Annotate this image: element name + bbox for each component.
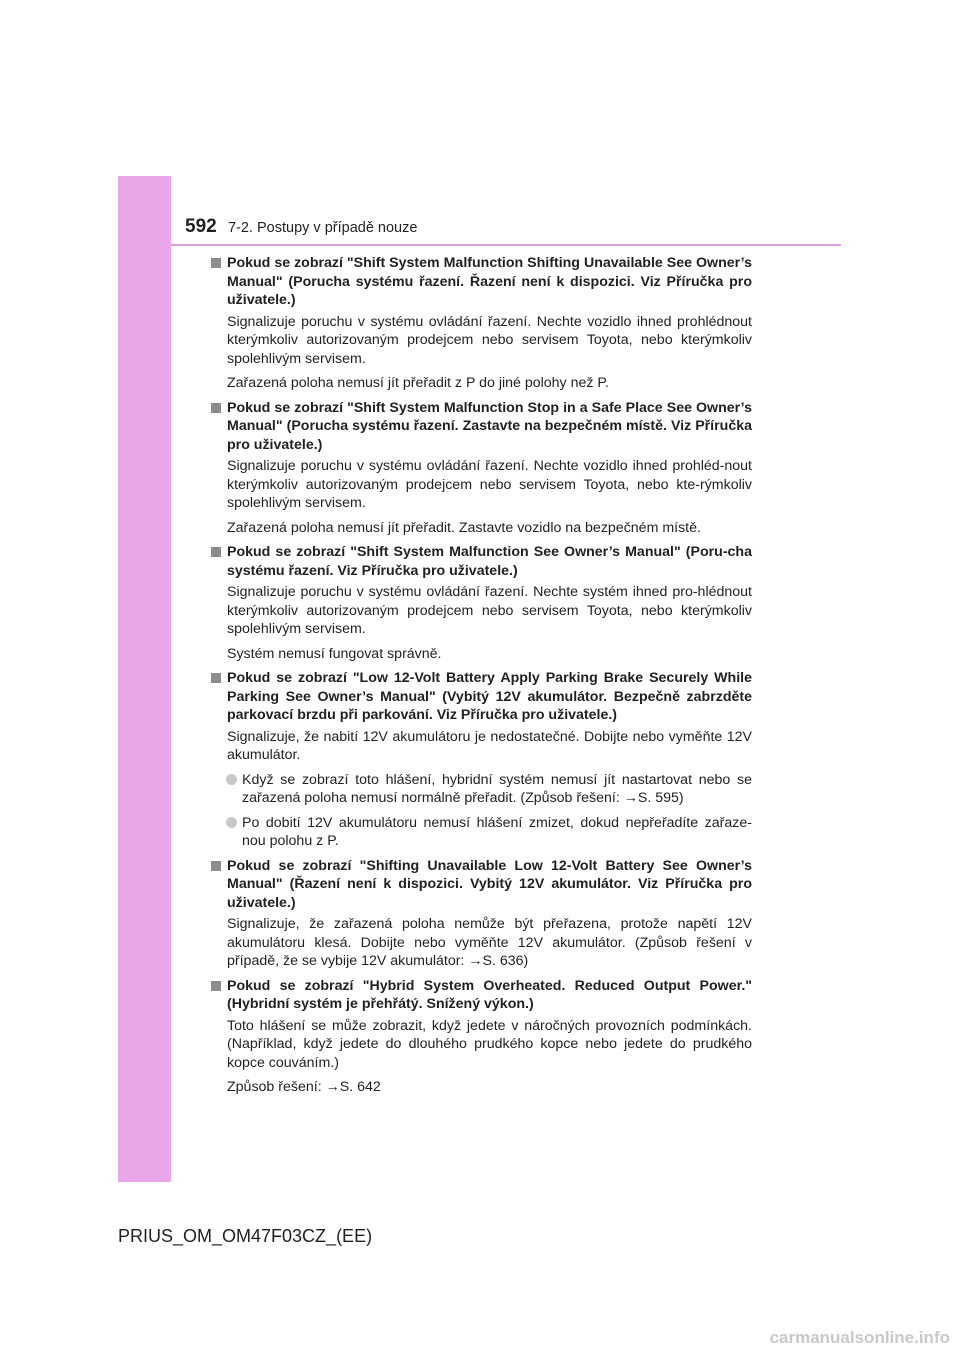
message-section xyxy=(210,857,752,971)
paragraph: Zařazená poloha nemusí jít přeřadit. Zastavte vozidlo na bezpečném místě. xyxy=(227,519,701,536)
section-heading: Pokud se zobrazí "Shift System Malfunction See Owner’s Manual" (Poru-cha systému řazení. Viz Příručka pro uživatele.) xyxy=(210,543,752,580)
paragraph: Signalizuje, že nabití 12V akumulátoru je nedostatečné. Dobijte nebo vyměňte 12V akumulátor. xyxy=(227,728,752,763)
section-heading: Pokud se zobrazí "Hybrid System Overheated. Reduced Output Power." (Hybridní systém je přehřátý. Snížený výkon.) xyxy=(210,977,752,1014)
paragraph: Způsob řešení: →S. 642 xyxy=(227,1079,381,1095)
square-bullet-icon xyxy=(211,673,221,683)
square-bullet-icon xyxy=(211,981,221,991)
bullet-item: Když se zobrazí toto hlášení, hybridní systém nemusí jít nastartovat nebo se zařazená poloha nemusí normálně přeřadit. (Způsob řešení: →S. 595) xyxy=(210,771,752,808)
square-bullet-icon xyxy=(211,403,221,413)
bullet-item: Po dobití 12V akumulátoru nemusí hlášení zmizet, dokud nepřeřadíte zařaze-nou polohu z P. xyxy=(210,814,752,851)
watermark: carmanualsonline.info xyxy=(769,1328,950,1347)
page-number: 592 xyxy=(185,216,217,237)
circle-bullet-icon xyxy=(226,817,237,828)
document-code: PRIUS_OM_OM47F03CZ_(EE) xyxy=(118,1226,373,1246)
square-bullet-icon xyxy=(211,861,221,871)
section-heading: Pokud se zobrazí "Shift System Malfunction Shifting Unavailable See Owner’s Manual" (Porucha systému řazení. Řazení není k dispozici. Viz Příručka pro uživatele.) xyxy=(210,254,752,310)
circle-bullet-icon xyxy=(226,774,237,785)
section-heading: Pokud se zobrazí "Shifting Unavailable Low 12-Volt Battery See Owner’s Manual" (Řazení není k dispozici. Vybitý 12V akumulátor. Viz Příručka pro uživatele.) xyxy=(210,857,752,913)
message-section xyxy=(210,399,752,538)
message-section xyxy=(210,669,752,851)
paragraph: Zařazená poloha nemusí jít přeřadit z P do jiné polohy než P. xyxy=(227,375,609,391)
message-section xyxy=(210,543,752,663)
section-heading: Pokud se zobrazí "Shift System Malfunction Stop in a Safe Place See Owner’s Manual" (Porucha systému řazení. Zastavte na bezpečném místě. Viz Příručka pro uživatele.) xyxy=(210,399,752,455)
paragraph: Signalizuje poruchu v systému ovládání řazení. Nechte vozidlo ihned prohlédnout kterýmkoliv autorizovaným prodejcem nebo servisem Toyota, nebo kterýmkoliv spolehlivým servisem. xyxy=(227,313,752,367)
paragraph: Signalizuje poruchu v systému ovládání řazení. Nechte vozidlo ihned prohléd-nout kterýmkoliv autorizovaným prodejcem nebo servisem Toyota, nebo kte-rýmkoliv spolehlivým servisem. xyxy=(227,458,752,511)
message-section xyxy=(210,254,752,393)
square-bullet-icon xyxy=(211,547,221,557)
page-content xyxy=(210,254,752,1103)
paragraph: Signalizuje, že zařazená poloha nemůže být přeřazena, protože napětí 12V akumulátoru klesá. Dobijte nebo vyměňte 12V akumulátor. (Způsob řešení v případě, že se vybije 12V akumulátor: →S. 636) xyxy=(227,916,752,969)
chapter-sidebar-tab xyxy=(118,176,171,1182)
paragraph: Toto hlášení se může zobrazit, když jedete v náročných provozních podmínkách. (Například, když jedete do dlouhého prudkého kopce nebo jedete do prudkého kopce couváním.) xyxy=(227,1017,752,1071)
section-heading: Pokud se zobrazí "Low 12-Volt Battery Apply Parking Brake Securely While Parking See Owner’s Manual" (Vybitý 12V akumulátor. Bezpečně zabrzděte parkovací brzdu při parkování. Viz Příručka pro uživatele.) xyxy=(210,669,752,725)
message-section xyxy=(210,977,752,1097)
section-title: 7-2. Postupy v případě nouze xyxy=(228,220,418,236)
paragraph: Systém nemusí fungovat správně. xyxy=(227,645,442,662)
paragraph: Signalizuje poruchu v systému ovládání řazení. Nechte systém ihned pro-hlédnout kterýmkoliv autorizovaným prodejcem nebo servisem Toyota, nebo kterýmkoliv spolehlivým servisem. xyxy=(227,584,752,637)
square-bullet-icon xyxy=(211,258,221,268)
header-divider xyxy=(171,244,841,246)
